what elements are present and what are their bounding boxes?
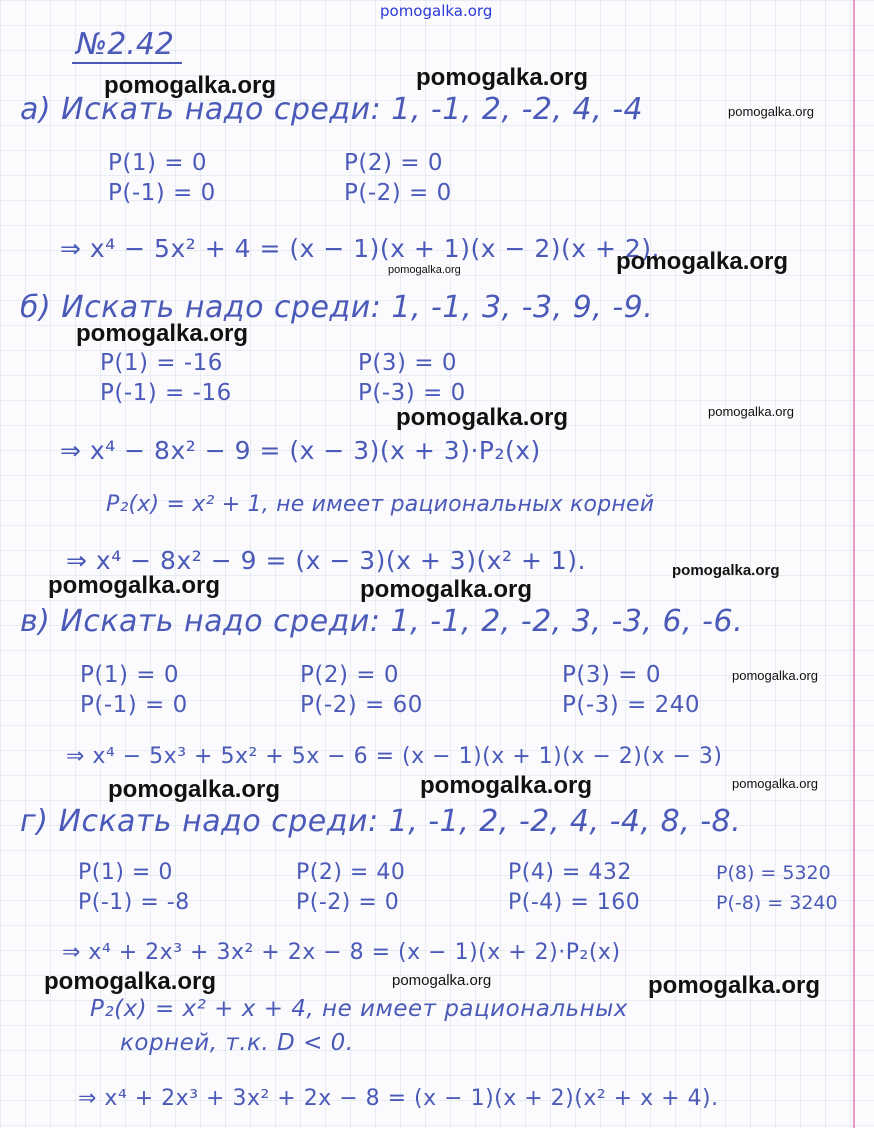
- part-g-header: г) Искать надо среди: 1, -1, 2, -2, 4, -4, 8, -8.: [20, 804, 742, 839]
- part-v-header: в) Искать надо среди: 1, -1, 2, -2, 3, -3, 6, -6.: [20, 604, 744, 639]
- watermark: pomogalka.org: [48, 572, 221, 599]
- part-a-p2: P(2) = 0: [344, 150, 443, 176]
- part-b-p2x: P₂(x) = x² + 1, не имеет рациональных корней: [106, 492, 655, 517]
- part-b-pm3: P(-3) = 0: [358, 380, 466, 406]
- part-b-p3: P(3) = 0: [358, 350, 457, 376]
- part-v-p3: P(3) = 0: [562, 662, 661, 688]
- part-g-p2x-line1: P₂(x) = x² + x + 4, не имеет рациональных: [90, 996, 628, 1022]
- watermark-top: pomogalka.org: [380, 2, 493, 20]
- watermark: pomogalka.org: [388, 264, 461, 276]
- part-g-pm4: P(-4) = 160: [508, 890, 641, 915]
- part-b-result: ⇒ x⁴ − 8x² − 9 = (x − 3)(x + 3)(x² + 1).: [66, 546, 586, 575]
- problem-number: №2.42: [72, 28, 182, 64]
- watermark: pomogalka.org: [616, 248, 789, 275]
- part-g-pm1: P(-1) = -8: [78, 890, 190, 915]
- part-v-pm1: P(-1) = 0: [80, 692, 188, 718]
- watermark: pomogalka.org: [416, 64, 589, 91]
- part-v-p2: P(2) = 0: [300, 662, 399, 688]
- watermark: pomogalka.org: [648, 972, 821, 999]
- part-v-pm3: P(-3) = 240: [562, 692, 701, 718]
- watermark: pomogalka.org: [732, 776, 818, 791]
- part-g-step: ⇒ x⁴ + 2x³ + 3x² + 2x − 8 = (x − 1)(x + 2)·P₂(x): [62, 940, 621, 965]
- part-a-pm1: P(-1) = 0: [108, 180, 216, 206]
- watermark: pomogalka.org: [708, 404, 794, 419]
- part-g-pm8: P(-8) = 3240: [716, 892, 838, 914]
- watermark: pomogalka.org: [44, 968, 217, 995]
- watermark: pomogalka.org: [392, 972, 492, 989]
- part-v-p1: P(1) = 0: [80, 662, 179, 688]
- part-g-result: ⇒ x⁴ + 2x³ + 3x² + 2x − 8 = (x − 1)(x + 2)(x² + x + 4).: [78, 1086, 719, 1111]
- part-g-p4: P(4) = 432: [508, 860, 632, 885]
- part-a-pm2: P(-2) = 0: [344, 180, 452, 206]
- part-g-p1: P(1) = 0: [78, 860, 173, 885]
- watermark: pomogalka.org: [104, 72, 277, 99]
- part-b-pm1: P(-1) = -16: [100, 380, 232, 406]
- part-g-pm2: P(-2) = 0: [296, 890, 400, 915]
- margin-line: [853, 0, 855, 1128]
- part-g-p2: P(2) = 40: [296, 860, 406, 885]
- watermark: pomogalka.org: [420, 772, 593, 799]
- watermark: pomogalka.org: [108, 776, 281, 803]
- part-b-step: ⇒ x⁴ − 8x² − 9 = (x − 3)(x + 3)·P₂(x): [60, 436, 541, 465]
- part-g-p8: P(8) = 5320: [716, 862, 831, 884]
- watermark: pomogalka.org: [76, 320, 249, 347]
- part-a-header: а) Искать надо среди: 1, -1, 2, -2, 4, -4: [20, 92, 644, 127]
- part-v-pm2: P(-2) = 60: [300, 692, 423, 718]
- watermark: pomogalka.org: [360, 576, 533, 603]
- part-b-p1: P(1) = -16: [100, 350, 223, 376]
- part-a-result: ⇒ x⁴ − 5x² + 4 = (x − 1)(x + 1)(x − 2)(x + 2).: [60, 234, 661, 263]
- part-a-p1: P(1) = 0: [108, 150, 207, 176]
- part-g-p2x-line2: корней, т.к. D < 0.: [120, 1030, 354, 1056]
- watermark: pomogalka.org: [732, 668, 818, 683]
- part-v-result: ⇒ x⁴ − 5x³ + 5x² + 5x − 6 = (x − 1)(x + 1)(x − 2)(x − 3): [66, 744, 723, 769]
- watermark: pomogalka.org: [396, 404, 569, 431]
- watermark: pomogalka.org: [672, 562, 780, 579]
- part-b-header: б) Искать надо среди: 1, -1, 3, -3, 9, -9.: [20, 290, 654, 325]
- watermark: pomogalka.org: [728, 104, 814, 119]
